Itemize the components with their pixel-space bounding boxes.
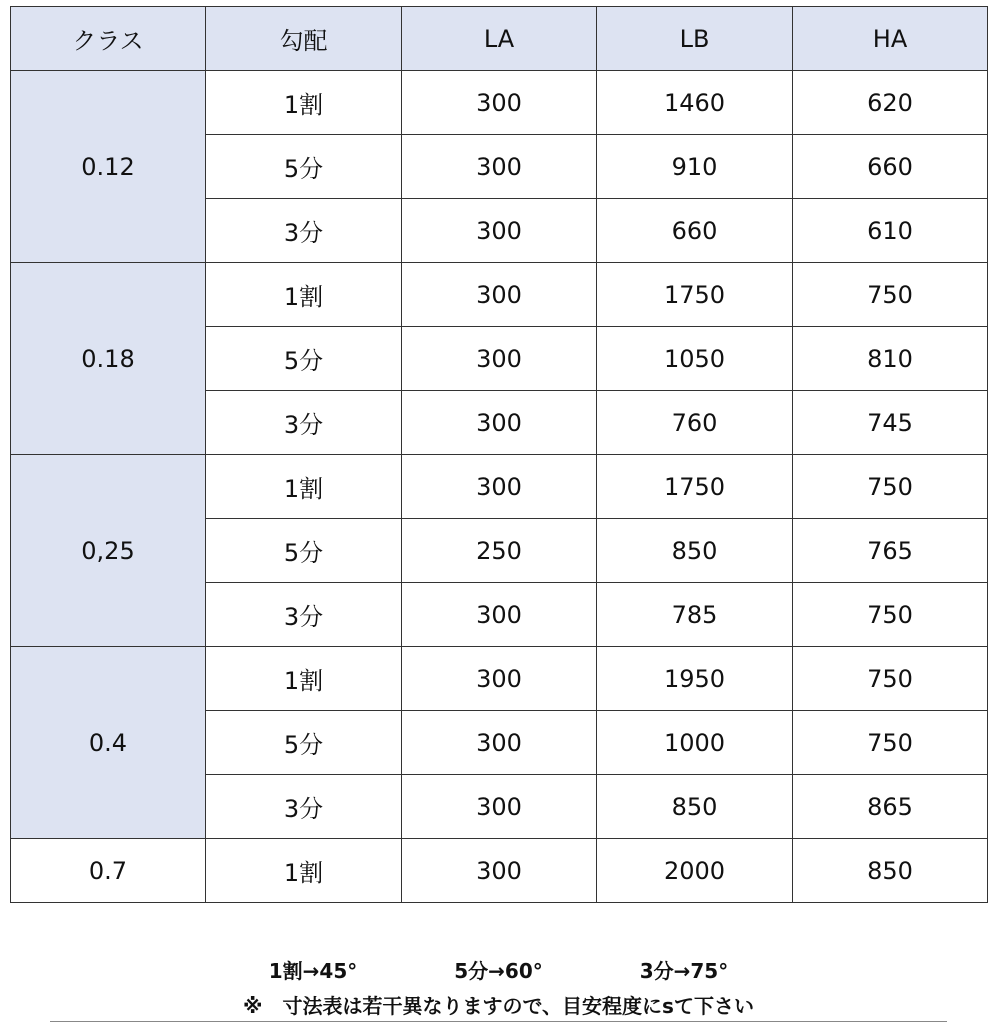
table-row xyxy=(11,839,988,903)
conversion-note: 5分→60° xyxy=(454,959,543,983)
slope-cell: 3分 xyxy=(206,583,402,647)
la-cell: 300 xyxy=(402,583,597,647)
spec-table xyxy=(10,6,988,903)
la-cell: 300 xyxy=(402,199,597,263)
ha-cell: 750 xyxy=(793,263,988,327)
slope-cell: 1割 xyxy=(206,839,402,903)
table-row xyxy=(11,647,988,711)
ha-cell: 850 xyxy=(793,839,988,903)
la-cell: 300 xyxy=(402,263,597,327)
ha-cell: 750 xyxy=(793,647,988,711)
table-row xyxy=(11,455,988,519)
header-la: LA xyxy=(402,7,597,71)
ha-cell: 745 xyxy=(793,391,988,455)
lb-cell: 2000 xyxy=(597,839,793,903)
class-cell: 0.18 xyxy=(11,263,206,455)
lb-cell: 910 xyxy=(597,135,793,199)
ha-cell: 750 xyxy=(793,583,988,647)
lb-cell: 1000 xyxy=(597,711,793,775)
ha-cell: 765 xyxy=(793,519,988,583)
slope-cell: 1割 xyxy=(206,71,402,135)
slope-cell: 3分 xyxy=(206,199,402,263)
slope-cell: 5分 xyxy=(206,519,402,583)
la-cell: 300 xyxy=(402,839,597,903)
la-cell: 300 xyxy=(402,71,597,135)
bottom-divider xyxy=(50,1021,947,1022)
disclaimer-note: ※ 寸法表は若干異なりますので、目安程度にsて下さい xyxy=(243,994,754,1018)
slope-cell: 5分 xyxy=(206,135,402,199)
header-class: クラス xyxy=(11,7,206,71)
class-cell: 0.12 xyxy=(11,71,206,263)
table-row xyxy=(11,71,988,135)
lb-cell: 1050 xyxy=(597,327,793,391)
ha-cell: 865 xyxy=(793,775,988,839)
slope-cell: 5分 xyxy=(206,327,402,391)
conversion-note: 1割→45° xyxy=(268,959,358,983)
lb-cell: 850 xyxy=(597,519,793,583)
slope-cell: 1割 xyxy=(206,647,402,711)
conversion-note: 3分→75° xyxy=(639,959,729,983)
table-row xyxy=(11,263,988,327)
slope-cell: 3分 xyxy=(206,391,402,455)
ha-cell: 750 xyxy=(793,711,988,775)
ha-cell: 660 xyxy=(793,135,988,199)
la-cell: 300 xyxy=(402,327,597,391)
lb-cell: 660 xyxy=(597,199,793,263)
lb-cell: 1750 xyxy=(597,455,793,519)
la-cell: 300 xyxy=(402,455,597,519)
class-cell: 0.4 xyxy=(11,647,206,839)
lb-cell: 785 xyxy=(597,583,793,647)
class-cell: 0,25 xyxy=(11,455,206,647)
la-cell: 300 xyxy=(402,647,597,711)
la-cell: 300 xyxy=(402,391,597,455)
lb-cell: 1460 xyxy=(597,71,793,135)
lb-cell: 760 xyxy=(597,391,793,455)
header-ha: HA xyxy=(793,7,988,71)
la-cell: 300 xyxy=(402,135,597,199)
class-cell: 0.7 xyxy=(11,839,206,903)
lb-cell: 850 xyxy=(597,775,793,839)
la-cell: 300 xyxy=(402,711,597,775)
header-row xyxy=(11,7,988,71)
slope-conversion-notes xyxy=(0,955,997,984)
ha-cell: 810 xyxy=(793,327,988,391)
slope-cell: 5分 xyxy=(206,711,402,775)
slope-cell: 3分 xyxy=(206,775,402,839)
header-slope: 勾配 xyxy=(206,7,402,71)
ha-cell: 620 xyxy=(793,71,988,135)
ha-cell: 750 xyxy=(793,455,988,519)
lb-cell: 1950 xyxy=(597,647,793,711)
header-lb: LB xyxy=(597,7,793,71)
slope-cell: 1割 xyxy=(206,263,402,327)
ha-cell: 610 xyxy=(793,199,988,263)
la-cell: 300 xyxy=(402,775,597,839)
la-cell: 250 xyxy=(402,519,597,583)
lb-cell: 1750 xyxy=(597,263,793,327)
slope-cell: 1割 xyxy=(206,455,402,519)
